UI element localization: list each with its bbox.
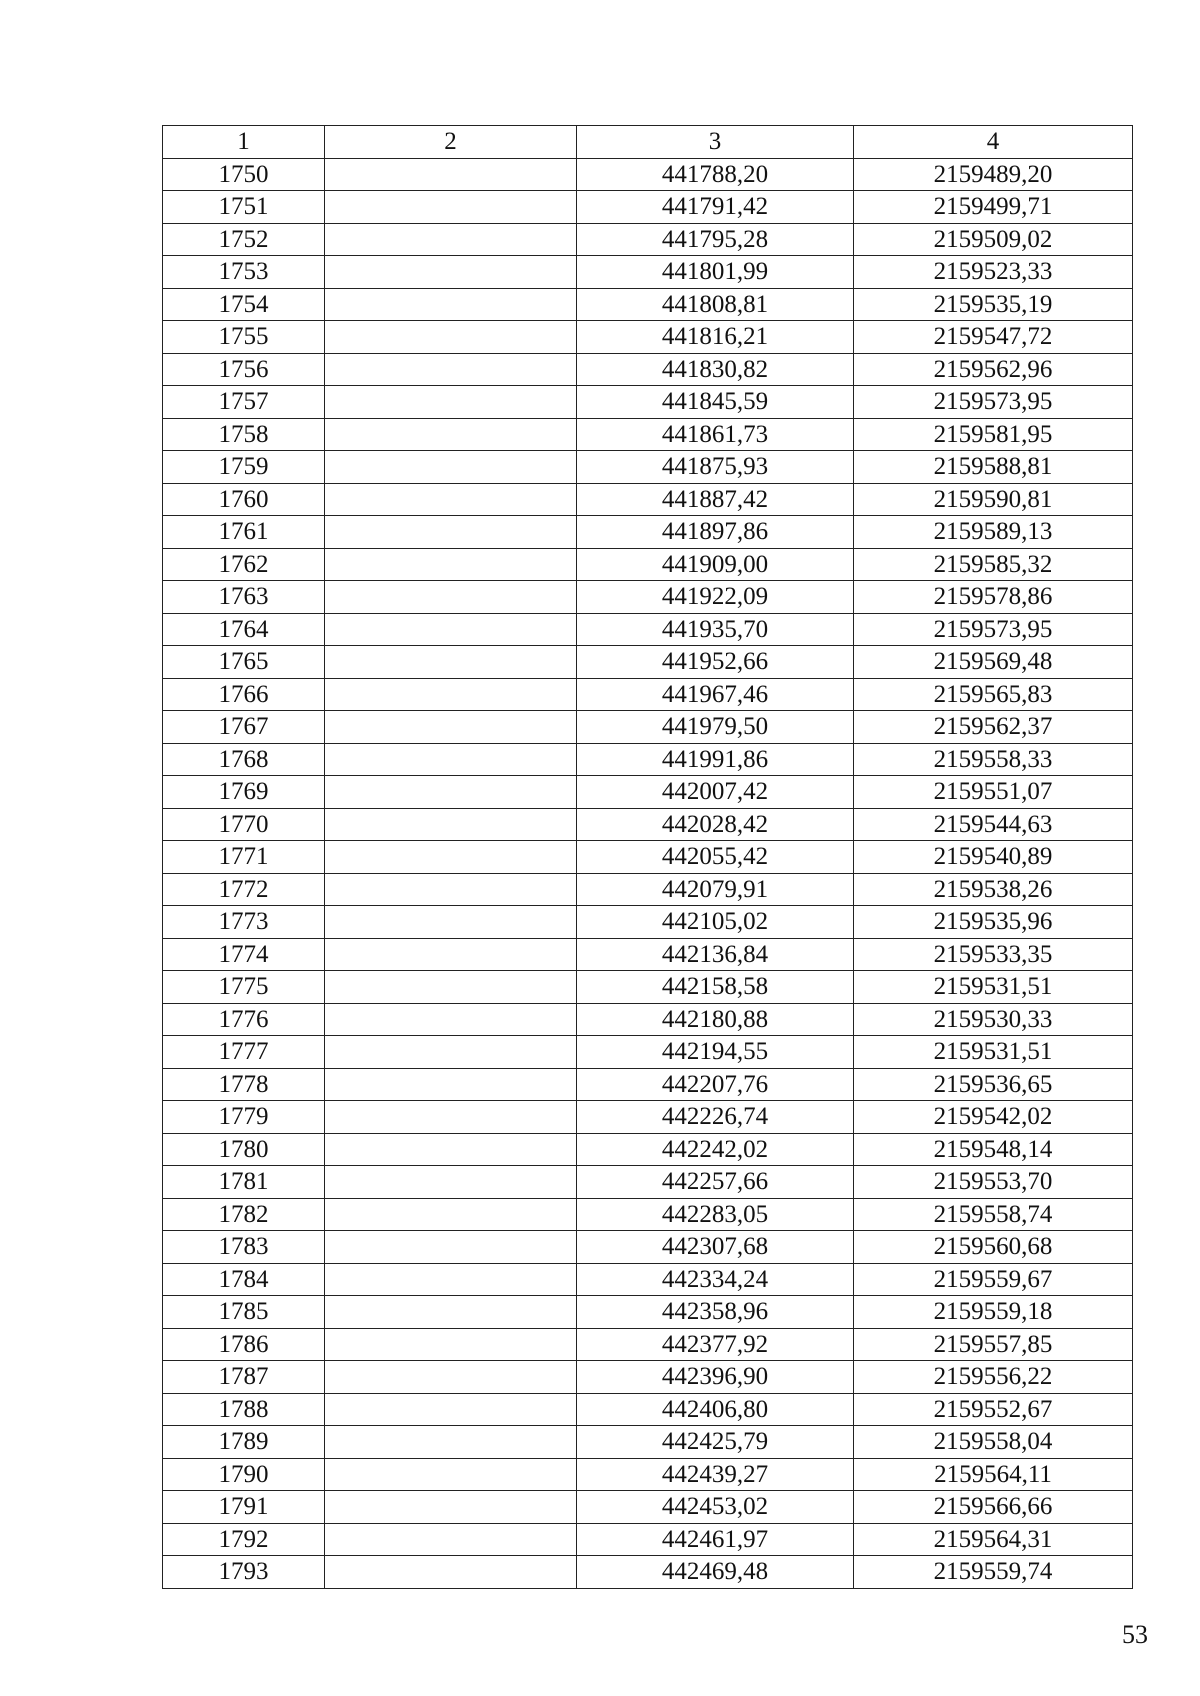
table-row [163, 906, 1133, 939]
point-number-cell: 1751 [163, 191, 325, 224]
x-coordinate-cell: 442180,88 [577, 1003, 854, 1036]
point-number-cell: 1787 [163, 1361, 325, 1394]
point-number-cell: 1777 [163, 1036, 325, 1069]
y-coordinate-cell: 2159552,67 [854, 1393, 1133, 1426]
column-header-1: 1 [163, 126, 325, 159]
description-cell [325, 191, 577, 224]
table-row [163, 873, 1133, 906]
table-row [163, 1556, 1133, 1589]
table-row [163, 1101, 1133, 1134]
y-coordinate-cell: 2159499,71 [854, 191, 1133, 224]
description-cell [325, 158, 577, 191]
y-coordinate-cell: 2159564,31 [854, 1523, 1133, 1556]
y-coordinate-cell: 2159588,81 [854, 451, 1133, 484]
description-cell [325, 483, 577, 516]
point-number-cell: 1793 [163, 1556, 325, 1589]
point-number-cell: 1755 [163, 321, 325, 354]
x-coordinate-cell: 441861,73 [577, 418, 854, 451]
y-coordinate-cell: 2159558,33 [854, 743, 1133, 776]
table-row [163, 1166, 1133, 1199]
table-row [163, 191, 1133, 224]
table-row [163, 1523, 1133, 1556]
y-coordinate-cell: 2159538,26 [854, 873, 1133, 906]
description-cell [325, 906, 577, 939]
description-cell [325, 451, 577, 484]
y-coordinate-cell: 2159551,07 [854, 776, 1133, 809]
y-coordinate-cell: 2159569,48 [854, 646, 1133, 679]
y-coordinate-cell: 2159542,02 [854, 1101, 1133, 1134]
y-coordinate-cell: 2159535,19 [854, 288, 1133, 321]
table-row [163, 1328, 1133, 1361]
point-number-cell: 1759 [163, 451, 325, 484]
x-coordinate-cell: 441952,66 [577, 646, 854, 679]
table-row [163, 678, 1133, 711]
description-cell [325, 1003, 577, 1036]
point-number-cell: 1778 [163, 1068, 325, 1101]
x-coordinate-cell: 442158,58 [577, 971, 854, 1004]
table-row [163, 1003, 1133, 1036]
x-coordinate-cell: 441845,59 [577, 386, 854, 419]
x-coordinate-cell: 442377,92 [577, 1328, 854, 1361]
point-number-cell: 1791 [163, 1491, 325, 1524]
table-row [163, 451, 1133, 484]
description-cell [325, 711, 577, 744]
point-number-cell: 1788 [163, 1393, 325, 1426]
description-cell [325, 841, 577, 874]
description-cell [325, 808, 577, 841]
description-cell [325, 971, 577, 1004]
table-row [163, 288, 1133, 321]
y-coordinate-cell: 2159533,35 [854, 938, 1133, 971]
x-coordinate-cell: 442007,42 [577, 776, 854, 809]
description-cell [325, 1166, 577, 1199]
description-cell [325, 288, 577, 321]
point-number-cell: 1762 [163, 548, 325, 581]
point-number-cell: 1754 [163, 288, 325, 321]
column-header-3: 3 [577, 126, 854, 159]
x-coordinate-cell: 442469,48 [577, 1556, 854, 1589]
point-number-cell: 1766 [163, 678, 325, 711]
description-cell [325, 678, 577, 711]
y-coordinate-cell: 2159531,51 [854, 1036, 1133, 1069]
description-cell [325, 386, 577, 419]
x-coordinate-cell: 442257,66 [577, 1166, 854, 1199]
description-cell [325, 1036, 577, 1069]
y-coordinate-cell: 2159523,33 [854, 256, 1133, 289]
x-coordinate-cell: 441979,50 [577, 711, 854, 744]
table-row [163, 808, 1133, 841]
x-coordinate-cell: 441791,42 [577, 191, 854, 224]
description-cell [325, 1133, 577, 1166]
y-coordinate-cell: 2159558,74 [854, 1198, 1133, 1231]
table-row [163, 938, 1133, 971]
description-cell [325, 1231, 577, 1264]
description-cell [325, 1263, 577, 1296]
y-coordinate-cell: 2159544,63 [854, 808, 1133, 841]
y-coordinate-cell: 2159557,85 [854, 1328, 1133, 1361]
description-cell [325, 646, 577, 679]
point-number-cell: 1775 [163, 971, 325, 1004]
x-coordinate-cell: 442453,02 [577, 1491, 854, 1524]
table-row [163, 1491, 1133, 1524]
y-coordinate-cell: 2159590,81 [854, 483, 1133, 516]
y-coordinate-cell: 2159565,83 [854, 678, 1133, 711]
point-number-cell: 1790 [163, 1458, 325, 1491]
y-coordinate-cell: 2159559,18 [854, 1296, 1133, 1329]
y-coordinate-cell: 2159558,04 [854, 1426, 1133, 1459]
description-cell [325, 418, 577, 451]
point-number-cell: 1768 [163, 743, 325, 776]
y-coordinate-cell: 2159589,13 [854, 516, 1133, 549]
table-row [163, 613, 1133, 646]
point-number-cell: 1774 [163, 938, 325, 971]
table-row [163, 1393, 1133, 1426]
y-coordinate-cell: 2159559,67 [854, 1263, 1133, 1296]
description-cell [325, 581, 577, 614]
point-number-cell: 1782 [163, 1198, 325, 1231]
table-row [163, 1426, 1133, 1459]
x-coordinate-cell: 441887,42 [577, 483, 854, 516]
table-row [163, 321, 1133, 354]
x-coordinate-cell: 441897,86 [577, 516, 854, 549]
description-cell [325, 1426, 577, 1459]
x-coordinate-cell: 442242,02 [577, 1133, 854, 1166]
point-number-cell: 1753 [163, 256, 325, 289]
description-cell [325, 1491, 577, 1524]
x-coordinate-cell: 442307,68 [577, 1231, 854, 1264]
x-coordinate-cell: 441830,82 [577, 353, 854, 386]
point-number-cell: 1760 [163, 483, 325, 516]
point-number-cell: 1783 [163, 1231, 325, 1264]
description-cell [325, 223, 577, 256]
description-cell [325, 776, 577, 809]
x-coordinate-cell: 442283,05 [577, 1198, 854, 1231]
table-row [163, 418, 1133, 451]
point-number-cell: 1769 [163, 776, 325, 809]
x-coordinate-cell: 442334,24 [577, 1263, 854, 1296]
table-row [163, 1361, 1133, 1394]
x-coordinate-cell: 442028,42 [577, 808, 854, 841]
y-coordinate-cell: 2159581,95 [854, 418, 1133, 451]
table-row [163, 1133, 1133, 1166]
table-row [163, 256, 1133, 289]
page-number: 53 [1122, 1620, 1148, 1649]
table-row [163, 483, 1133, 516]
x-coordinate-cell: 442461,97 [577, 1523, 854, 1556]
x-coordinate-cell: 441788,20 [577, 158, 854, 191]
description-cell [325, 516, 577, 549]
description-cell [325, 1101, 577, 1134]
point-number-cell: 1785 [163, 1296, 325, 1329]
x-coordinate-cell: 442425,79 [577, 1426, 854, 1459]
y-coordinate-cell: 2159562,96 [854, 353, 1133, 386]
y-coordinate-cell: 2159564,11 [854, 1458, 1133, 1491]
table-row [163, 646, 1133, 679]
y-coordinate-cell: 2159530,33 [854, 1003, 1133, 1036]
table-row [163, 223, 1133, 256]
x-coordinate-cell: 441991,86 [577, 743, 854, 776]
description-cell [325, 873, 577, 906]
table-row [163, 776, 1133, 809]
x-coordinate-cell: 442136,84 [577, 938, 854, 971]
table-row [163, 548, 1133, 581]
description-cell [325, 548, 577, 581]
y-coordinate-cell: 2159573,95 [854, 386, 1133, 419]
x-coordinate-cell: 441808,81 [577, 288, 854, 321]
table-row [163, 1263, 1133, 1296]
description-cell [325, 1068, 577, 1101]
point-number-cell: 1784 [163, 1263, 325, 1296]
description-cell [325, 1523, 577, 1556]
y-coordinate-cell: 2159531,51 [854, 971, 1133, 1004]
point-number-cell: 1771 [163, 841, 325, 874]
table-row [163, 971, 1133, 1004]
y-coordinate-cell: 2159578,86 [854, 581, 1133, 614]
y-coordinate-cell: 2159556,22 [854, 1361, 1133, 1394]
point-number-cell: 1750 [163, 158, 325, 191]
point-number-cell: 1781 [163, 1166, 325, 1199]
description-cell [325, 1296, 577, 1329]
table-row [163, 711, 1133, 744]
x-coordinate-cell: 441795,28 [577, 223, 854, 256]
description-cell [325, 613, 577, 646]
point-number-cell: 1792 [163, 1523, 325, 1556]
y-coordinate-cell: 2159547,72 [854, 321, 1133, 354]
point-number-cell: 1773 [163, 906, 325, 939]
description-cell [325, 1198, 577, 1231]
point-number-cell: 1764 [163, 613, 325, 646]
x-coordinate-cell: 441922,09 [577, 581, 854, 614]
description-cell [325, 1393, 577, 1426]
y-coordinate-cell: 2159559,74 [854, 1556, 1133, 1589]
x-coordinate-cell: 441935,70 [577, 613, 854, 646]
y-coordinate-cell: 2159560,68 [854, 1231, 1133, 1264]
table-row [163, 581, 1133, 614]
x-coordinate-cell: 441801,99 [577, 256, 854, 289]
x-coordinate-cell: 442396,90 [577, 1361, 854, 1394]
column-header-2: 2 [325, 126, 577, 159]
y-coordinate-cell: 2159585,32 [854, 548, 1133, 581]
point-number-cell: 1789 [163, 1426, 325, 1459]
point-number-cell: 1786 [163, 1328, 325, 1361]
table-row [163, 158, 1133, 191]
table-row [163, 1296, 1133, 1329]
x-coordinate-cell: 441875,93 [577, 451, 854, 484]
description-cell [325, 1328, 577, 1361]
table-row [163, 1231, 1133, 1264]
description-cell [325, 256, 577, 289]
point-number-cell: 1758 [163, 418, 325, 451]
description-cell [325, 1458, 577, 1491]
coordinates-table [162, 125, 1133, 1589]
table-row [163, 516, 1133, 549]
x-coordinate-cell: 441967,46 [577, 678, 854, 711]
point-number-cell: 1763 [163, 581, 325, 614]
table-row [163, 743, 1133, 776]
point-number-cell: 1752 [163, 223, 325, 256]
column-header-4: 4 [854, 126, 1133, 159]
y-coordinate-cell: 2159562,37 [854, 711, 1133, 744]
table-row [163, 1036, 1133, 1069]
table-row [163, 1198, 1133, 1231]
point-number-cell: 1756 [163, 353, 325, 386]
point-number-cell: 1757 [163, 386, 325, 419]
point-number-cell: 1767 [163, 711, 325, 744]
x-coordinate-cell: 442358,96 [577, 1296, 854, 1329]
y-coordinate-cell: 2159535,96 [854, 906, 1133, 939]
description-cell [325, 321, 577, 354]
point-number-cell: 1765 [163, 646, 325, 679]
point-number-cell: 1780 [163, 1133, 325, 1166]
x-coordinate-cell: 442079,91 [577, 873, 854, 906]
x-coordinate-cell: 442439,27 [577, 1458, 854, 1491]
y-coordinate-cell: 2159573,95 [854, 613, 1133, 646]
y-coordinate-cell: 2159553,70 [854, 1166, 1133, 1199]
y-coordinate-cell: 2159566,66 [854, 1491, 1133, 1524]
x-coordinate-cell: 441909,00 [577, 548, 854, 581]
x-coordinate-cell: 442105,02 [577, 906, 854, 939]
x-coordinate-cell: 441816,21 [577, 321, 854, 354]
point-number-cell: 1779 [163, 1101, 325, 1134]
y-coordinate-cell: 2159489,20 [854, 158, 1133, 191]
point-number-cell: 1772 [163, 873, 325, 906]
description-cell [325, 938, 577, 971]
description-cell [325, 743, 577, 776]
table-body [163, 158, 1133, 1588]
y-coordinate-cell: 2159548,14 [854, 1133, 1133, 1166]
table-header-row [163, 126, 1133, 159]
x-coordinate-cell: 442406,80 [577, 1393, 854, 1426]
point-number-cell: 1776 [163, 1003, 325, 1036]
x-coordinate-cell: 442194,55 [577, 1036, 854, 1069]
table-row [163, 386, 1133, 419]
y-coordinate-cell: 2159540,89 [854, 841, 1133, 874]
description-cell [325, 1556, 577, 1589]
y-coordinate-cell: 2159536,65 [854, 1068, 1133, 1101]
point-number-cell: 1770 [163, 808, 325, 841]
x-coordinate-cell: 442207,76 [577, 1068, 854, 1101]
description-cell [325, 353, 577, 386]
table-row [163, 841, 1133, 874]
y-coordinate-cell: 2159509,02 [854, 223, 1133, 256]
x-coordinate-cell: 442226,74 [577, 1101, 854, 1134]
table-row [163, 1068, 1133, 1101]
table-row [163, 353, 1133, 386]
x-coordinate-cell: 442055,42 [577, 841, 854, 874]
description-cell [325, 1361, 577, 1394]
point-number-cell: 1761 [163, 516, 325, 549]
table-row [163, 1458, 1133, 1491]
